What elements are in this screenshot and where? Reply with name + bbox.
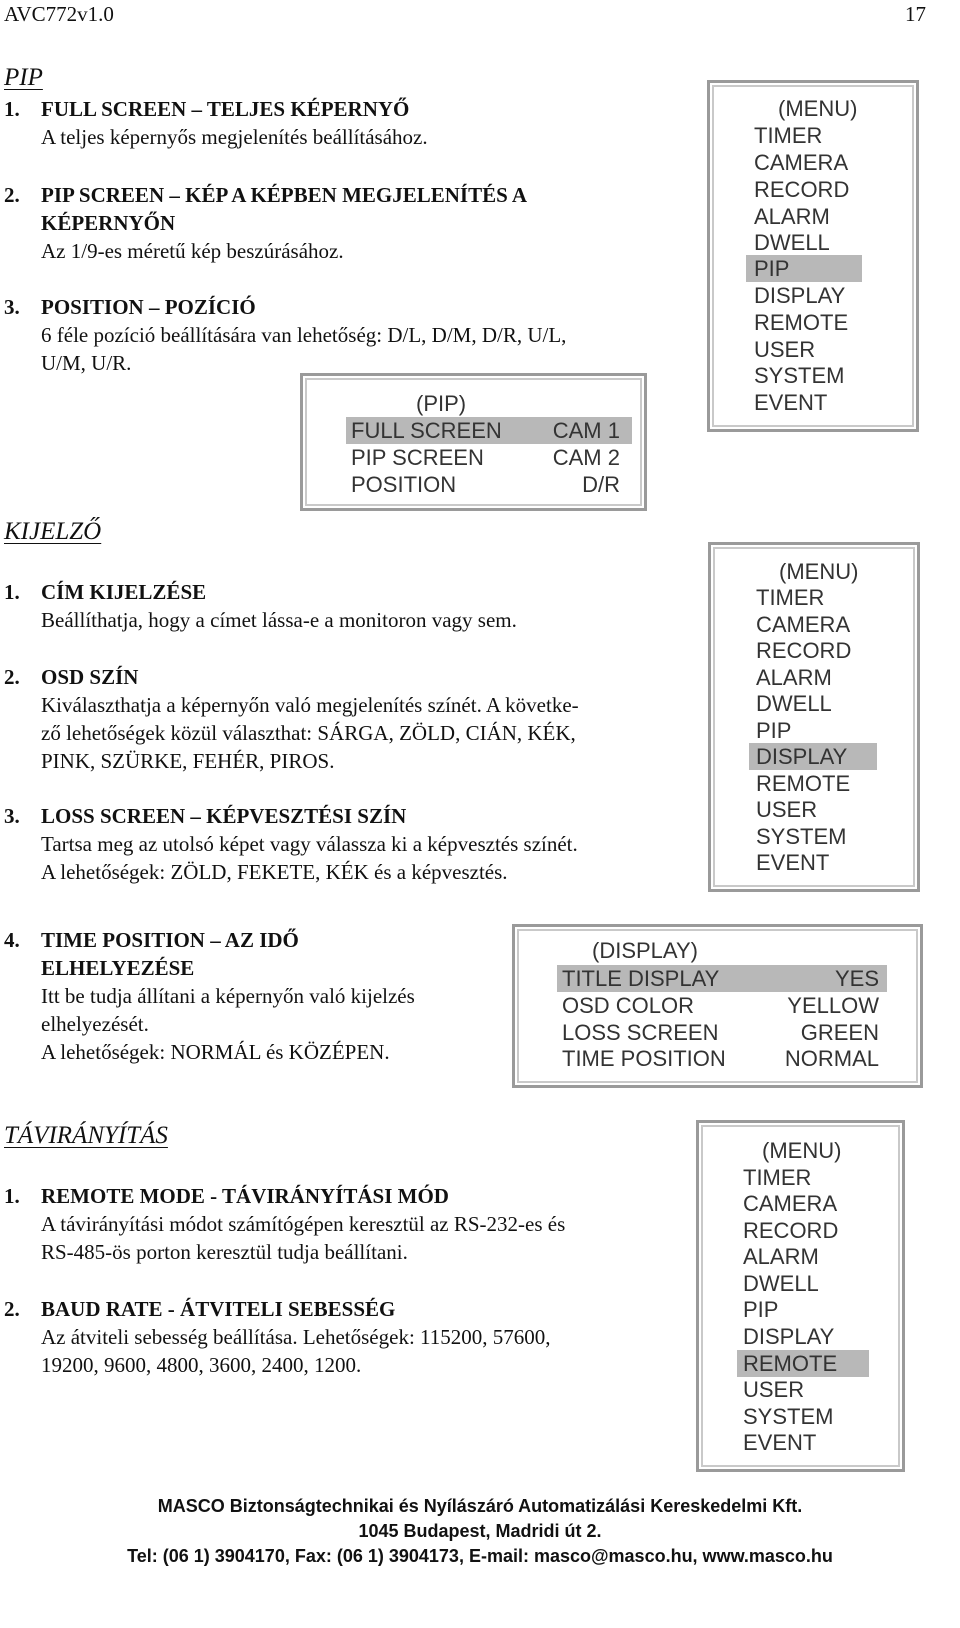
item-title: OSD SZÍN	[41, 665, 139, 689]
menu-item: SYSTEM	[743, 1404, 834, 1429]
kijelzo-item-3	[4, 802, 578, 886]
menu-item: TIMER	[743, 1165, 812, 1190]
menu-item: DWELL	[754, 230, 830, 255]
display-menu-screenshot	[512, 924, 923, 1088]
item-body: Az 1/9-es méretű kép beszúrásához.	[41, 239, 344, 263]
item-body: Az átviteli sebesség beállítása. Lehetőségek: 115200, 57600,	[41, 1325, 551, 1349]
item-title: PIP SCREEN – KÉP A KÉPBEN MEGJELENÍTÉS A	[41, 183, 528, 207]
submenu-label: LOSS SCREEN	[562, 1020, 719, 1045]
menu-item: CAMERA	[754, 150, 849, 175]
footer-company: MASCO Biztonságtechnikai és Nyílászáró Automatizálási Kereskedelmi Kft.	[157, 1496, 803, 1516]
item-title: LOSS SCREEN – KÉPVESZTÉSI SZÍN	[41, 804, 407, 828]
menu-item: PIP	[756, 718, 792, 743]
submenu-value: YELLOW	[787, 993, 879, 1018]
item-title: BAUD RATE - ÁTVITELI SEBESSÉG	[41, 1297, 396, 1321]
menu-item: ALARM	[756, 665, 832, 690]
item-body: Itt be tudja állítani a képernyőn való kijelzés	[41, 984, 415, 1008]
item-number: 2.	[4, 183, 20, 207]
item-title: TIME POSITION – AZ IDŐ	[41, 928, 299, 952]
item-number: 3.	[4, 295, 20, 319]
menu-item: TIMER	[754, 123, 823, 148]
item-number: 1.	[4, 1184, 20, 1208]
menu-item: DISPLAY	[754, 283, 846, 308]
main-menu-screenshot-pip	[707, 80, 919, 432]
taviranyitas-item-2	[4, 1295, 668, 1379]
item-body-cont: elhelyezését.	[41, 1012, 149, 1036]
menu-item: EVENT	[756, 850, 830, 875]
item-body: Beállíthatja, hogy a címet lássa-e a monitoron vagy sem.	[41, 608, 517, 632]
submenu-row-selected	[557, 965, 887, 992]
item-body-cont: ző lehetőségek közül választhat: SÁRGA, ZÖLD, CIÁN, KÉK,	[41, 721, 576, 745]
pip-item-1	[4, 95, 428, 151]
item-title: REMOTE MODE - TÁVIRÁNYÍTÁSI MÓD	[41, 1184, 449, 1208]
menu-item: TIMER	[756, 585, 825, 610]
menu-item: RECORD	[754, 177, 850, 202]
main-menu-screenshot-remote	[696, 1120, 905, 1472]
kijelzo-item-4	[4, 926, 415, 1066]
menu-item-selected: DISPLAY	[749, 743, 877, 770]
submenu-value: CAM 1	[552, 418, 620, 443]
submenu-row-selected	[346, 417, 632, 444]
menu-item: USER	[754, 337, 816, 362]
item-number: 2.	[4, 1297, 20, 1321]
submenu-value: D/R	[582, 472, 620, 497]
submenu-value: GREEN	[800, 1020, 879, 1045]
item-body-cont: A lehetőségek: NORMÁL és KÖZÉPEN.	[41, 1040, 390, 1064]
item-body-cont: A lehetőségek: ZÖLD, FEKETE, KÉK és a képvesztés.	[41, 860, 508, 884]
footer-contact: Tel: (06 1) 3904170, Fax: (06 1) 3904173, E-mail: masco@masco.hu, www.masco.hu	[127, 1546, 833, 1566]
menu-item: RECORD	[743, 1218, 839, 1243]
submenu-label: TIME POSITION	[562, 1046, 726, 1071]
item-number: 1.	[4, 580, 20, 604]
item-body: Tartsa meg az utolsó képet vagy válassza ki a képvesztés színét.	[41, 832, 578, 856]
submenu-row	[557, 992, 887, 1019]
menu-item: DISPLAY	[743, 1324, 835, 1349]
menu-item: REMOTE	[756, 771, 851, 796]
item-number: 1.	[4, 97, 20, 121]
menu-title: (MENU)	[779, 559, 859, 584]
item-title: CÍM KIJELZÉSE	[41, 580, 207, 604]
menu-title: (MENU)	[762, 1138, 842, 1163]
item-body: Kiválaszthatja a képernyőn való megjelenítés színét. A követke-	[41, 693, 579, 717]
submenu-row	[346, 444, 632, 471]
submenu-row	[557, 1019, 887, 1046]
kijelzo-item-1	[4, 578, 517, 634]
menu-item-selected: REMOTE	[737, 1350, 869, 1377]
submenu-title: (PIP)	[416, 391, 467, 416]
submenu-title: (DISPLAY)	[592, 938, 698, 963]
menu-item: USER	[743, 1377, 805, 1402]
main-menu-screenshot-display	[708, 542, 920, 892]
pip-menu-screenshot	[300, 373, 647, 511]
item-number: 2.	[4, 665, 20, 689]
submenu-label: PIP SCREEN	[351, 445, 484, 470]
item-body: A távirányítási módot számítógépen keresztül az RS-232-es és	[41, 1212, 566, 1236]
item-body-cont: U/M, U/R.	[41, 351, 132, 375]
menu-item: RECORD	[756, 638, 852, 663]
submenu-label: POSITION	[351, 472, 457, 497]
item-number: 4.	[4, 928, 20, 952]
item-body: A teljes képernyős megjelenítés beállításához.	[41, 125, 428, 149]
item-body: 6 féle pozíció beállítására van lehetőség: D/L, D/M, D/R, U/L,	[41, 323, 567, 347]
item-body-cont: PINK, SZÜRKE, FEHÉR, PIROS.	[41, 749, 335, 773]
menu-item-selected: PIP	[746, 255, 862, 282]
menu-item: DWELL	[743, 1271, 819, 1296]
pip-item-2	[4, 181, 527, 265]
menu-item: PIP	[743, 1297, 779, 1322]
menu-item: USER	[756, 797, 818, 822]
taviranyitas-item-1	[4, 1182, 668, 1266]
menu-item: ALARM	[754, 204, 830, 229]
menu-item: EVENT	[743, 1430, 817, 1455]
submenu-label: OSD COLOR	[562, 993, 695, 1018]
item-number: 3.	[4, 804, 20, 828]
menu-item: CAMERA	[743, 1191, 838, 1216]
menu-item: REMOTE	[754, 310, 849, 335]
submenu-label: FULL SCREEN	[351, 418, 502, 443]
menu-item: EVENT	[754, 390, 828, 415]
item-body-cont: RS-485-ös porton keresztül tudja beállítani.	[41, 1240, 408, 1264]
page-number: 17	[905, 2, 926, 26]
item-title: FULL SCREEN – TELJES KÉPERNYŐ	[41, 97, 410, 121]
section-heading-pip: PIP	[4, 64, 43, 91]
section-heading-kijelzo: KIJELZŐ	[4, 518, 102, 545]
submenu-label: TITLE DISPLAY	[562, 966, 720, 991]
menu-item: ALARM	[743, 1244, 819, 1269]
item-title: POSITION – POZÍCIÓ	[41, 295, 256, 319]
menu-item: SYSTEM	[756, 824, 847, 849]
menu-item: DWELL	[756, 691, 832, 716]
submenu-row	[346, 471, 632, 498]
item-body-cont: 19200, 9600, 4800, 3600, 2400, 1200.	[41, 1353, 362, 1377]
document-id: AVC772v1.0	[4, 2, 114, 26]
kijelzo-item-2	[4, 663, 579, 775]
item-title-cont: ELHELYEZÉSE	[41, 956, 195, 980]
item-title-cont: KÉPERNYŐN	[41, 211, 176, 235]
pip-item-3	[4, 293, 566, 377]
section-heading-taviranyitas: TÁVIRÁNYÍTÁS	[4, 1122, 168, 1149]
menu-item: SYSTEM	[754, 363, 845, 388]
menu-title: (MENU)	[778, 96, 858, 121]
menu-item: CAMERA	[756, 612, 851, 637]
submenu-value: CAM 2	[552, 445, 620, 470]
submenu-row	[557, 1045, 887, 1072]
submenu-value: NORMAL	[784, 1046, 879, 1071]
submenu-value: YES	[834, 966, 879, 991]
footer-address: 1045 Budapest, Madridi út 2.	[358, 1521, 602, 1541]
